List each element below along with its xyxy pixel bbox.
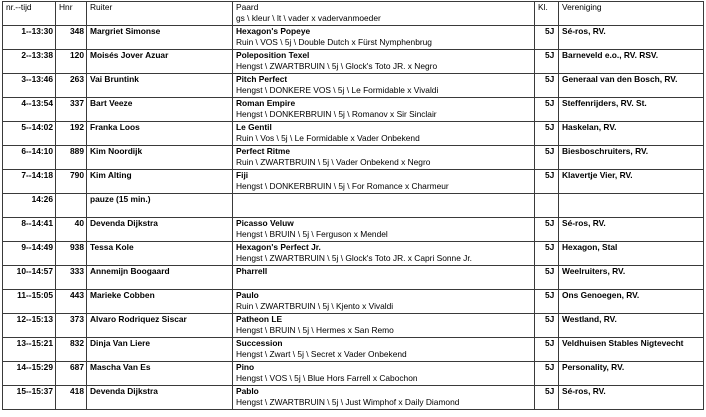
table-row — [3, 386, 704, 410]
horse-name: Hexagon's Popeye — [236, 26, 311, 36]
horse-name: Poleposition Texel — [236, 50, 310, 60]
start-nr-time: 6--14:10 — [3, 146, 56, 170]
horse-cell — [233, 218, 535, 242]
horse-info: Ruin \ VOS \ 5j \ Double Dutch x Fürst Nymphenbrug — [236, 37, 432, 47]
start-list-body — [3, 2, 704, 410]
rider-name: Annemijn Boogaard — [87, 266, 233, 290]
header-row — [3, 2, 704, 26]
rider-name: Bart Veeze — [87, 98, 233, 122]
head-number: 120 — [56, 50, 87, 74]
horse-name: Le Gentil — [236, 122, 272, 132]
rider-name: Devenda Dijkstra — [87, 386, 233, 410]
start-list-sheet — [2, 1, 704, 410]
start-nr-time: 15--15:37 — [3, 386, 56, 410]
table-row — [3, 50, 704, 74]
club-name: Veldhuisen Stables Nigtevecht — [559, 338, 704, 362]
table-row — [3, 362, 704, 386]
rider-name: Tessa Kole — [87, 242, 233, 266]
start-list-table — [2, 1, 704, 410]
rider-name: Kim Noordijk — [87, 146, 233, 170]
head-number: 263 — [56, 74, 87, 98]
start-nr-time: 13--15:21 — [3, 338, 56, 362]
head-number: 832 — [56, 338, 87, 362]
table-row — [3, 290, 704, 314]
class-code: 5J — [535, 74, 559, 98]
class-code: 5J — [535, 290, 559, 314]
horse-info: Hengst \ ZWARTBRUIN \ 5j \ Glock's Toto JR. x Capri Sonne Jr. — [236, 253, 473, 263]
class-code: 5J — [535, 146, 559, 170]
horse-cell — [233, 386, 535, 410]
start-nr-time: 11--15:05 — [3, 290, 56, 314]
table-row — [3, 122, 704, 146]
head-number: 889 — [56, 146, 87, 170]
horse-cell — [233, 98, 535, 122]
head-number: 333 — [56, 266, 87, 290]
club-name: Biesboschruiters, RV. — [559, 146, 704, 170]
rider-name: Mascha Van Es — [87, 362, 233, 386]
horse-info: Hengst \ Zwart \ 5j \ Secret x Vader Onbekend — [236, 349, 407, 359]
horse-name: Pharrell — [236, 266, 268, 276]
horse-cell — [233, 122, 535, 146]
class-code: 5J — [535, 386, 559, 410]
table-row — [3, 338, 704, 362]
pause-label: pauze (15 min.) — [87, 194, 233, 218]
start-nr-time: 10--14:57 — [3, 266, 56, 290]
horse-name: Perfect Ritme — [236, 146, 290, 156]
head-number: 790 — [56, 170, 87, 194]
horse-name: Pino — [236, 362, 255, 372]
header-nr-tijd: nr.--tijd — [3, 2, 56, 26]
horse-cell — [233, 338, 535, 362]
horse-info: Hengst \ VOS \ 5j \ Blue Hors Farrell x Cabochon — [236, 373, 418, 383]
start-nr-time: 7--14:18 — [3, 170, 56, 194]
header-paard-label: Paard — [236, 2, 259, 12]
start-nr-time: 5--14:02 — [3, 122, 56, 146]
table-row — [3, 170, 704, 194]
pause-paard-cell — [233, 194, 535, 218]
rider-name: Franka Loos — [87, 122, 233, 146]
pause-time: 14:26 — [3, 194, 56, 218]
rider-name: Alvaro Rodriquez Siscar — [87, 314, 233, 338]
class-code: 5J — [535, 26, 559, 50]
club-name: Weelruiters, RV. — [559, 266, 704, 290]
head-number: 687 — [56, 362, 87, 386]
pause-kl-cell — [535, 194, 559, 218]
horse-cell — [233, 146, 535, 170]
header-paard — [233, 2, 535, 26]
horse-cell — [233, 290, 535, 314]
horse-name: Succession — [236, 338, 283, 348]
class-code: 5J — [535, 242, 559, 266]
table-row — [3, 314, 704, 338]
club-name: Klavertje Vier, RV. — [559, 170, 704, 194]
class-code: 5J — [535, 122, 559, 146]
start-nr-time: 14--15:29 — [3, 362, 56, 386]
start-nr-time: 8--14:41 — [3, 218, 56, 242]
horse-info: Hengst \ DONKERBRUIN \ 5j \ For Romance x Charmeur — [236, 181, 449, 191]
table-row — [3, 74, 704, 98]
header-hnr: Hnr — [56, 2, 87, 26]
horse-cell — [233, 242, 535, 266]
header-vereniging: Vereniging — [559, 2, 704, 26]
class-code: 5J — [535, 98, 559, 122]
horse-cell — [233, 26, 535, 50]
horse-name: Pitch Perfect — [236, 74, 288, 84]
table-row — [3, 146, 704, 170]
rider-name: Kim Alting — [87, 170, 233, 194]
rider-name: Devenda Dijkstra — [87, 218, 233, 242]
header-ruiter: Ruiter — [87, 2, 233, 26]
horse-info: Hengst \ BRUIN \ 5j \ Hermes x San Remo — [236, 325, 394, 335]
class-code: 5J — [535, 362, 559, 386]
horse-cell — [233, 362, 535, 386]
club-name: Haskelan, RV. — [559, 122, 704, 146]
club-name: Ons Genoegen, RV. — [559, 290, 704, 314]
horse-info: Hengst \ DONKERE VOS \ 5j \ Le Formidable x Vivaldi — [236, 85, 439, 95]
horse-info: Ruin \ Vos \ 5j \ Le Formidable x Vader Onbekend — [236, 133, 420, 143]
class-code: 5J — [535, 170, 559, 194]
club-name: Generaal van den Bosch, RV. — [559, 74, 704, 98]
head-number: 938 — [56, 242, 87, 266]
start-nr-time: 1--13:30 — [3, 26, 56, 50]
horse-name: Roman Empire — [236, 98, 296, 108]
club-name: Sé-ros, RV. — [559, 386, 704, 410]
horse-name: Patheon LE — [236, 314, 283, 324]
start-nr-time: 3--13:46 — [3, 74, 56, 98]
horse-name: Fiji — [236, 170, 249, 180]
rider-name: Margriet Simonse — [87, 26, 233, 50]
club-name: Sé-ros, RV. — [559, 26, 704, 50]
pause-hnr-cell — [56, 194, 87, 218]
head-number: 348 — [56, 26, 87, 50]
club-name: Personality, RV. — [559, 362, 704, 386]
horse-cell — [233, 314, 535, 338]
head-number: 443 — [56, 290, 87, 314]
club-name: Westland, RV. — [559, 314, 704, 338]
club-name: Sé-ros, RV. — [559, 218, 704, 242]
head-number: 418 — [56, 386, 87, 410]
horse-info: Hengst \ DONKERBRUIN \ 5j \ Romanov x Sir Sinclair — [236, 109, 437, 119]
class-code: 5J — [535, 50, 559, 74]
rider-name: Vai Bruntink — [87, 74, 233, 98]
rider-name: Marieke Cobben — [87, 290, 233, 314]
horse-name: Picasso Veluw — [236, 218, 294, 228]
club-name: Steffenrijders, RV. St. — [559, 98, 704, 122]
horse-name: Hexagon's Perfect Jr. — [236, 242, 321, 252]
rider-name: Dinja Van Liere — [87, 338, 233, 362]
start-nr-time: 4--13:54 — [3, 98, 56, 122]
horse-info: Ruin \ ZWARTBRUIN \ 5j \ Vader Onbekend x Negro — [236, 157, 431, 167]
horse-cell — [233, 170, 535, 194]
pause-row — [3, 194, 704, 218]
class-code: 5J — [535, 266, 559, 290]
rider-name: Moisés Jover Azuar — [87, 50, 233, 74]
header-paard-sub: gs \ kleur \ lt \ vader x vadervanmoeder — [236, 13, 381, 23]
head-number: 192 — [56, 122, 87, 146]
horse-info: Hengst \ ZWARTBRUIN \ 5j \ Glock's Toto JR. x Negro — [236, 61, 438, 71]
horse-info: Ruin \ ZWARTBRUIN \ 5j \ Kjento x Vivaldi — [236, 301, 394, 311]
table-row — [3, 218, 704, 242]
horse-cell — [233, 266, 535, 290]
head-number: 373 — [56, 314, 87, 338]
horse-name: Pablo — [236, 386, 259, 396]
class-code: 5J — [535, 314, 559, 338]
head-number: 337 — [56, 98, 87, 122]
horse-info: Hengst \ ZWARTBRUIN \ 5j \ Just Wimphof x Daily Diamond — [236, 397, 460, 407]
table-row — [3, 242, 704, 266]
pause-vereniging-cell — [559, 194, 704, 218]
table-row — [3, 98, 704, 122]
start-nr-time: 9--14:49 — [3, 242, 56, 266]
head-number: 40 — [56, 218, 87, 242]
class-code: 5J — [535, 338, 559, 362]
horse-cell — [233, 74, 535, 98]
club-name: Barneveld e.o., RV. RSV. — [559, 50, 704, 74]
start-nr-time: 2--13:38 — [3, 50, 56, 74]
club-name: Hexagon, Stal — [559, 242, 704, 266]
horse-name: Paulo — [236, 290, 259, 300]
start-nr-time: 12--15:13 — [3, 314, 56, 338]
header-kl: Kl. — [535, 2, 559, 26]
horse-info: Hengst \ BRUIN \ 5j \ Ferguson x Mendel — [236, 229, 388, 239]
class-code: 5J — [535, 218, 559, 242]
horse-cell — [233, 50, 535, 74]
table-row — [3, 266, 704, 290]
table-row — [3, 26, 704, 50]
